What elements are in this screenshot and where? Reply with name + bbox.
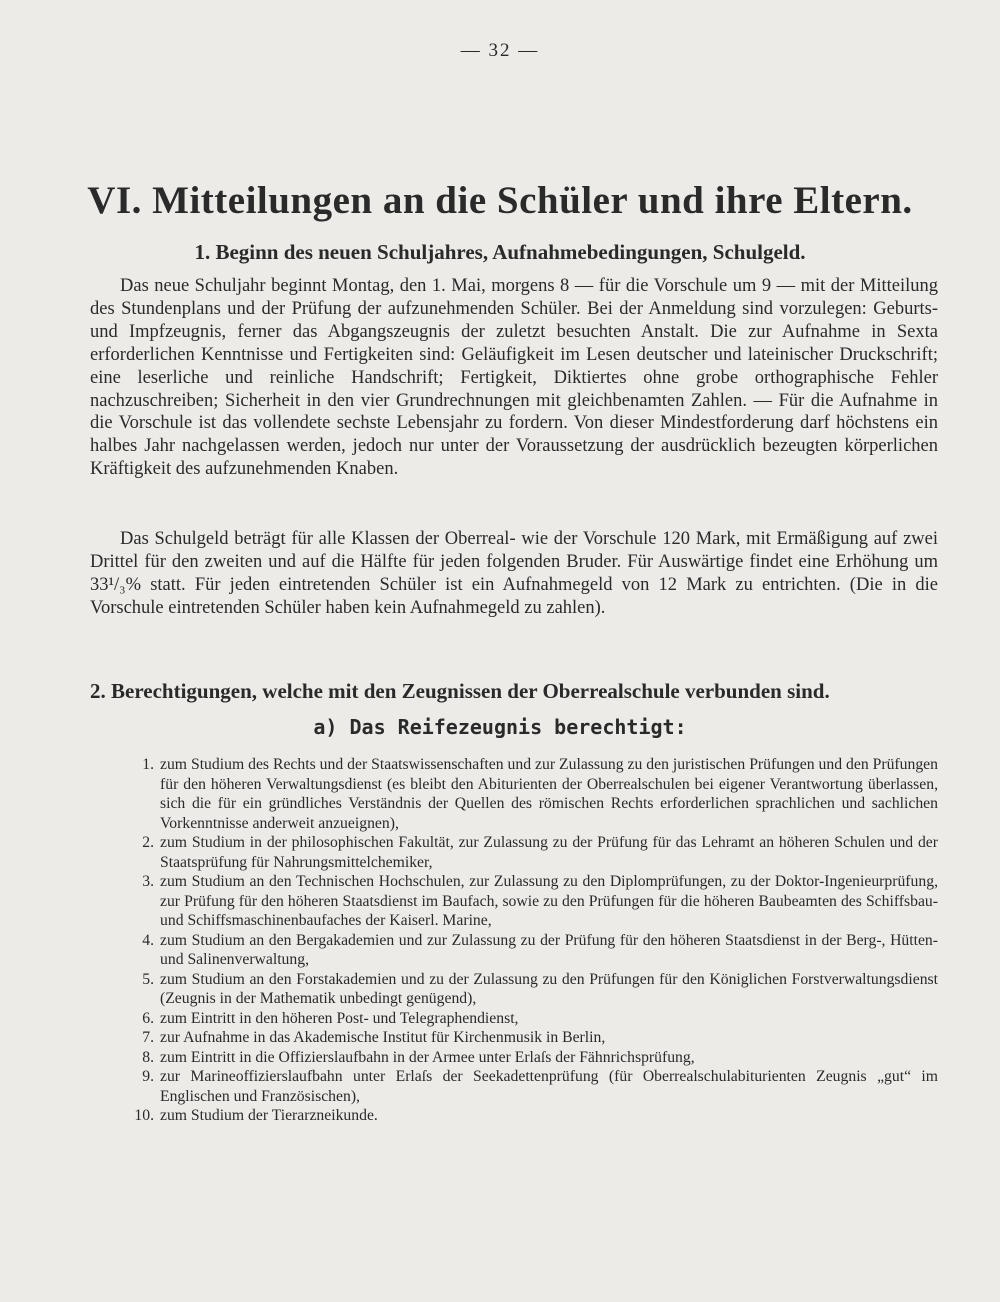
list-item bbox=[120, 1106, 938, 1126]
list-item-text: zum Studium an den Technischen Hochschulen, zur Zulassung zu den Diplomprüfungen, zu der Doktor-Ingenieurprüfung, zur Prüfung für den höheren Staatsdienst im Baufach, sowie zu den Prüfungen für die höheren Baubeamten des Schiffsbau- und Schiffsmaschinenbaufaches der Kaiserl. Marine, bbox=[160, 873, 938, 929]
section1-paragraph1: Das neue Schuljahr beginnt Montag, den 1. Mai, morgens 8 — für die Vorschule um 9 — mit der Mitteilung des Stundenplans und der Prüfung der aufzunehmenden Schüler. Bei der Anmeldung sind vorzulegen: Geburts- und Impfzeugnis, ferner das Abgangszeugnis der zuletzt besuchten Anstalt. Die zur Aufnahme in Sexta erforderlichen Kenntnisse und Fertigkeiten sind: Geläufigkeit im Lesen deutscher und lateinischer Druckschrift; eine leserliche und reinliche Handschrift; Fertigkeit, Diktiertes ohne grobe orthographische Fehler nachzuschreiben; Sicherheit in den vier Grundrechnungen mit gleichbenamten Zahlen. — Für die Aufnahme in die Vorschule ist das vollendete sechste Lebensjahr zu fordern. Von dieser Mindestforderung darf höchstens ein halbes Jahr nachgelassen werden, jedoch nur unter der Voraussetzung der ausdrücklich bezeugten körperlichen Kräftigkeit des aufzunehmenden Knaben. bbox=[90, 276, 938, 480]
section1-heading: 1. Beginn des neuen Schuljahres, Aufnahmebedingungen, Schulgeld. bbox=[194, 240, 806, 264]
list-item-number: 7. bbox=[142, 1029, 154, 1046]
list-item bbox=[120, 1048, 938, 1068]
section1-paragraph2-block bbox=[90, 528, 938, 620]
list-item bbox=[120, 931, 938, 970]
page-title: VI. Mitteilungen an die Schüler und ihre Eltern. bbox=[87, 179, 913, 222]
list-item-text: zur Aufnahme in das Akademische Institut für Kirchenmusik in Berlin, bbox=[160, 1029, 606, 1046]
section1-paragraph1-block bbox=[90, 275, 938, 481]
list-item-number: 10. bbox=[134, 1107, 154, 1124]
list-item bbox=[120, 1067, 938, 1106]
list-item bbox=[120, 970, 938, 1009]
list-item-number: 2. bbox=[142, 834, 154, 851]
list-item bbox=[120, 1028, 938, 1048]
section2-subheading: a) Das Reifezeugnis berechtigt: bbox=[313, 715, 687, 739]
list-item-text: zum Studium an den Forstakademien und zu der Zulassung zu den Prüfungen für den Königlichen Forstverwaltungsdienst (Zeugnis in der Mathematik unbedingt genügend), bbox=[160, 970, 938, 1007]
list-item-number: 9. bbox=[142, 1068, 154, 1085]
entitlements-list bbox=[120, 755, 938, 1126]
section2-heading: 2. Berechtigungen, welche mit den Zeugnissen der Oberrealschule verbunden sind. bbox=[90, 679, 830, 703]
list-item-text: zum Studium an den Bergakademien und zur Zulassung zu der Prüfung für den höheren Staatsdienst in der Berg-, Hütten- und Salinenverwaltung, bbox=[160, 931, 938, 968]
list-item bbox=[120, 1009, 938, 1029]
list-item-text: zum Eintritt in den höheren Post- und Telegraphendienst, bbox=[160, 1009, 519, 1027]
list-item-text: zum Studium in der philosophischen Fakultät, zur Zulassung zu der Prüfung für das Lehramt an höheren Schulen und der Staatsprüfung für Nahrungsmittelchemiker, bbox=[160, 834, 938, 871]
list-item-text: zum Studium des Rechts und der Staatswissenschaften und zur Zulassung zu den juristischen Prüfungen und den Prüfungen für den höheren Verwaltungsdienst (es bleibt den Abiturienten der Oberrealschulen bei eigener Verantwortung überlassen, sich die für ein gründliches Verständnis der Quellen des römischen Rechts erforderlichen sprachlichen und sachlichen Vorkenntnisse anderweit anzueignen), bbox=[160, 756, 938, 832]
list-item bbox=[120, 872, 938, 931]
list-item-text: zum Studium der Tierarzneikunde. bbox=[160, 1107, 378, 1124]
list-item-number: 4. bbox=[142, 931, 154, 949]
list-item-text: zur Marineoffizierslaufbahn unter Erlaſs der Seekadettenprüfung (für Oberrealschulabiturienten Zeugnis „gut“ im Englischen und Französischen), bbox=[160, 1068, 938, 1105]
list-item-text: zum Eintritt in die Offizierslaufbahn in der Armee unter Erlaſs der Fähnrichsprüfung, bbox=[160, 1048, 695, 1066]
list-item bbox=[120, 755, 938, 833]
list-item-number: 3. bbox=[142, 873, 154, 890]
page-number: — 32 — bbox=[460, 40, 540, 61]
list-item-number: 5. bbox=[142, 970, 154, 988]
list-item-number: 6. bbox=[142, 1009, 154, 1027]
list-item-number: 8. bbox=[142, 1048, 154, 1066]
section1-paragraph2: Das Schulgeld beträgt für alle Klassen der Oberreal- wie der Vorschule 120 Mark, mit Ermäßigung auf zwei Drittel für den zweiten und auf die Hälfte für jeden folgenden Bruder. Für Auswärtige findet eine Erhöhung um 33¹/₃% statt. Für jeden eintretenden Schüler ist ein Aufnahmegeld von 12 Mark zu entrichten. (Die in die Vorschule eintretenden Schüler haben kein Aufnahmegeld zu zahlen). bbox=[90, 529, 938, 618]
list-item bbox=[120, 833, 938, 872]
list-item-number: 1. bbox=[142, 756, 154, 773]
